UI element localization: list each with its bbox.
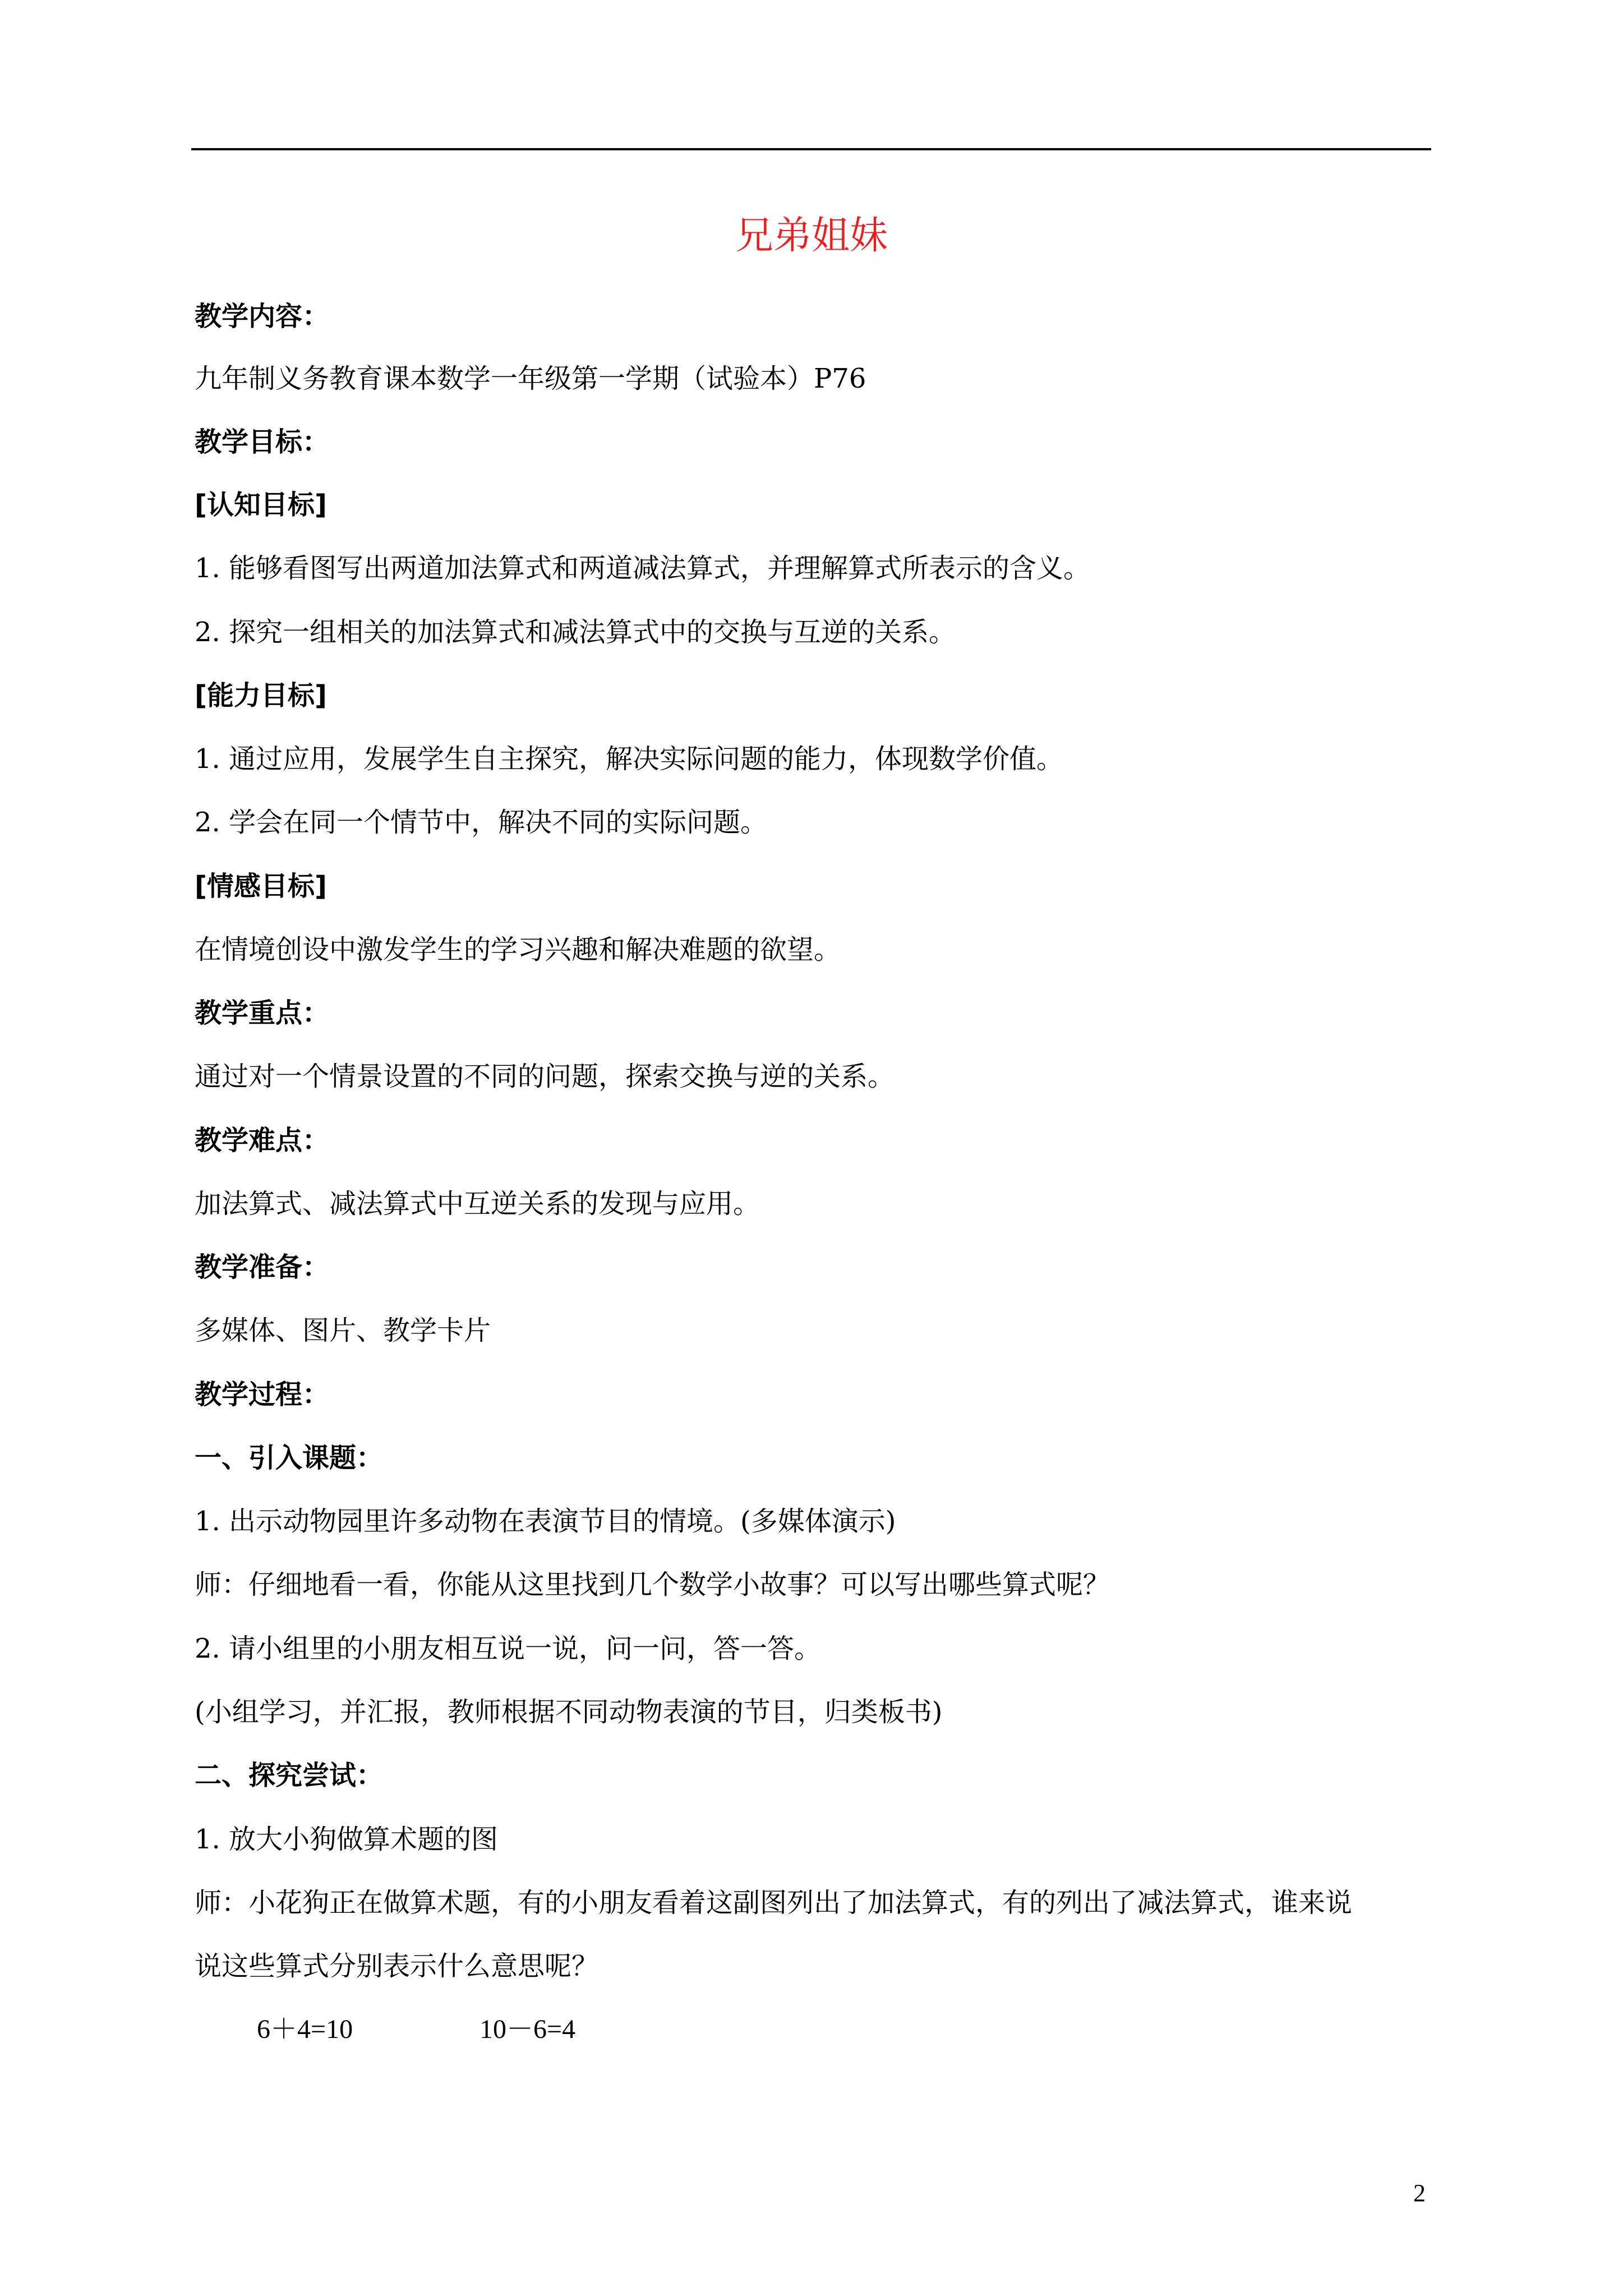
paragraph: (小组学习，并汇报，教师根据不同动物表演的节目，归类板书): [195, 1696, 943, 1728]
paragraph: 九年制义务教育课本数学一年级第一学期（试验本）P76: [195, 363, 866, 394]
paragraph: 多媒体、图片、教学卡片: [195, 1315, 491, 1346]
paragraph: 1. 出示动物园里许多动物在表演节目的情境。(多媒体演示): [195, 1506, 896, 1537]
paragraph: 通过对一个情景设置的不同的问题，探索交换与逆的关系。: [195, 1061, 895, 1092]
heading-preparation: 教学准备：: [195, 1251, 330, 1283]
paragraph: 2. 请小组里的小朋友相互说一说，问一问，答一答。: [195, 1633, 822, 1664]
heading-process: 教学过程：: [195, 1379, 330, 1410]
subheading-emotional-goals: [情感目标]: [195, 871, 327, 902]
section-heading-exploration: 二、探究尝试：: [195, 1760, 384, 1791]
paragraph: 1. 能够看图写出两道加法算式和两道减法算式，并理解算式所表示的含义。: [195, 553, 1091, 584]
paragraph: 1. 通过应用，发展学生自主探究，解决实际问题的能力，体现数学价值。: [195, 743, 1064, 775]
document-title: 兄弟姐妹: [735, 214, 888, 258]
heading-teaching-content: 教学内容：: [195, 301, 330, 332]
paragraph: 加法算式、减法算式中互逆关系的发现与应用。: [195, 1188, 760, 1220]
paragraph: 说这些算式分别表示什么意思呢？: [195, 1950, 599, 1982]
equation: 10－6=4: [479, 2014, 576, 2044]
heading-teaching-goals: 教学目标：: [195, 426, 330, 458]
paragraph: 师：小花狗正在做算术题，有的小朋友看着这副图列出了加法算式，有的列出了减法算式，谁来说: [195, 1887, 1353, 1918]
subheading-ability-goals: [能力目标]: [195, 680, 327, 711]
paragraph: 2. 学会在同一个情节中，解决不同的实际问题。: [195, 807, 768, 838]
equation: 6＋4=10: [257, 2014, 353, 2044]
paragraph: 在情境创设中激发学生的学习兴趣和解决难题的欲望。: [195, 934, 841, 965]
heading-key-points: 教学重点：: [195, 997, 330, 1029]
paragraph: 2. 探究一组相关的加法算式和减法算式中的交换与互逆的关系。: [195, 616, 956, 648]
paragraph: 师：仔细地看一看，你能从这里找到几个数学小故事？可以写出哪些算式呢？: [195, 1569, 1110, 1600]
section-heading-introduction: 一、引入课题：: [195, 1442, 384, 1474]
header-rule: [191, 148, 1431, 150]
heading-difficulties: 教学难点：: [195, 1125, 330, 1156]
subheading-cognitive-goals: [认知目标]: [195, 489, 327, 521]
paragraph: 1. 放大小狗做算术题的图: [195, 1824, 499, 1855]
page-number: 2: [1413, 2179, 1426, 2207]
